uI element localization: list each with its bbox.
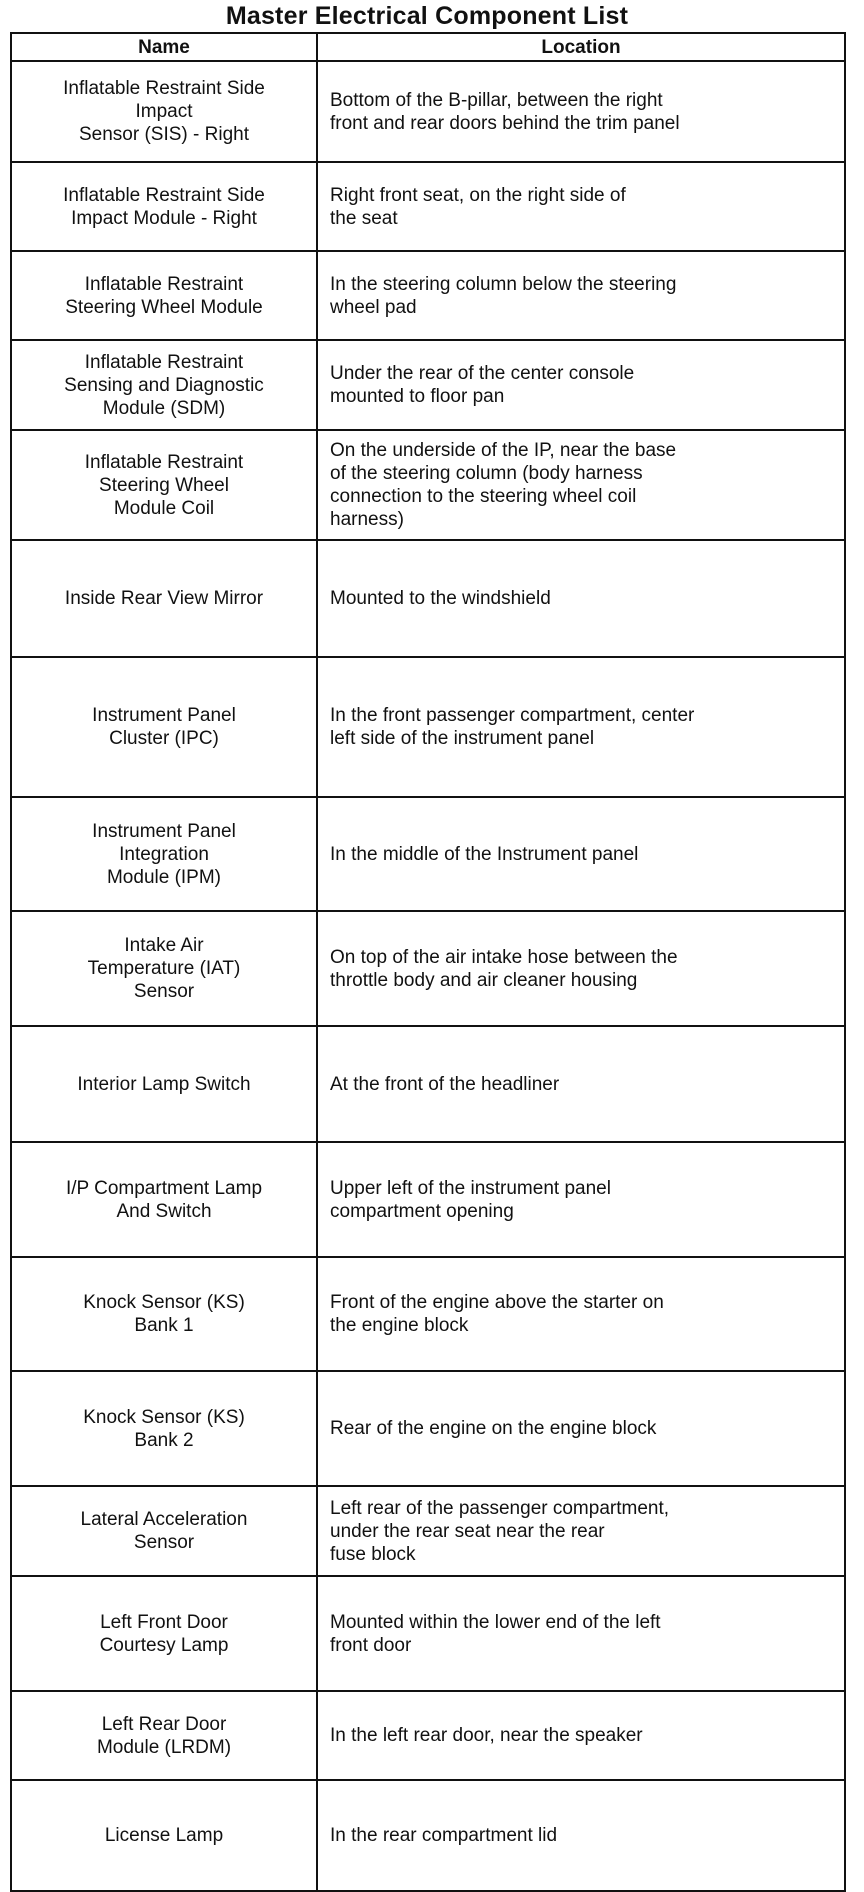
- component-location: Rear of the engine on the engine block: [317, 1371, 845, 1486]
- table-row: [11, 1691, 845, 1780]
- table-row: [11, 340, 845, 430]
- component-name: Lateral Acceleration Sensor: [11, 1486, 317, 1576]
- table-row: [11, 1257, 845, 1371]
- component-name: Instrument Panel Cluster (IPC): [11, 657, 317, 797]
- table-row: [11, 1486, 845, 1576]
- component-name: I/P Compartment Lamp And Switch: [11, 1142, 317, 1257]
- component-location: Mounted within the lower end of the left front door: [317, 1576, 845, 1691]
- table-row: [11, 1371, 845, 1486]
- component-name: Inside Rear View Mirror: [11, 540, 317, 657]
- component-name: Left Rear Door Module (LRDM): [11, 1691, 317, 1780]
- table-row: [11, 61, 845, 162]
- component-name: Inflatable Restraint Side Impact Module - Right: [11, 162, 317, 251]
- column-header-name: Name: [11, 33, 317, 61]
- table-row: [11, 430, 845, 540]
- component-location: In the steering column below the steering wheel pad: [317, 251, 845, 340]
- component-name: Intake Air Temperature (IAT) Sensor: [11, 911, 317, 1026]
- component-name: Knock Sensor (KS) Bank 1: [11, 1257, 317, 1371]
- table-row: [11, 797, 845, 911]
- component-name: Inflatable Restraint Sensing and Diagnostic Module (SDM): [11, 340, 317, 430]
- table-header-row: [11, 33, 845, 61]
- component-location: In the rear compartment lid: [317, 1780, 845, 1891]
- table-row: [11, 162, 845, 251]
- document-page: [10, 0, 844, 1892]
- component-location: In the left rear door, near the speaker: [317, 1691, 845, 1780]
- component-name: Interior Lamp Switch: [11, 1026, 317, 1142]
- component-location: Front of the engine above the starter on the engine block: [317, 1257, 845, 1371]
- table-row: [11, 251, 845, 340]
- component-location: Upper left of the instrument panel compartment opening: [317, 1142, 845, 1257]
- component-location: Under the rear of the center console mounted to floor pan: [317, 340, 845, 430]
- table-row: [11, 1142, 845, 1257]
- column-header-location: Location: [317, 33, 845, 61]
- component-location: On the underside of the IP, near the base of the steering column (body harness connection to the steering wheel coil harness): [317, 430, 845, 540]
- component-location: Left rear of the passenger compartment, under the rear seat near the rear fuse block: [317, 1486, 845, 1576]
- page-title: Master Electrical Component List: [225, 2, 629, 30]
- component-name: Left Front Door Courtesy Lamp: [11, 1576, 317, 1691]
- table-row: [11, 1780, 845, 1891]
- table-row: [11, 540, 845, 657]
- component-location: Right front seat, on the right side of the seat: [317, 162, 845, 251]
- component-location: At the front of the headliner: [317, 1026, 845, 1142]
- table-row: [11, 1576, 845, 1691]
- component-table: [10, 32, 846, 1892]
- component-name: Inflatable Restraint Steering Wheel Module Coil: [11, 430, 317, 540]
- component-name: License Lamp: [11, 1780, 317, 1891]
- component-name: Inflatable Restraint Side Impact Sensor (SIS) - Right: [11, 61, 317, 162]
- table-row: [11, 657, 845, 797]
- table-row: [11, 911, 845, 1026]
- component-location: Mounted to the windshield: [317, 540, 845, 657]
- table-row: [11, 1026, 845, 1142]
- component-location: In the middle of the Instrument panel: [317, 797, 845, 911]
- component-name: Knock Sensor (KS) Bank 2: [11, 1371, 317, 1486]
- component-location: Bottom of the B-pillar, between the right front and rear doors behind the trim panel: [317, 61, 845, 162]
- component-name: Inflatable Restraint Steering Wheel Module: [11, 251, 317, 340]
- component-name: Instrument Panel Integration Module (IPM): [11, 797, 317, 911]
- component-location: In the front passenger compartment, center left side of the instrument panel: [317, 657, 845, 797]
- component-location: On top of the air intake hose between the throttle body and air cleaner housing: [317, 911, 845, 1026]
